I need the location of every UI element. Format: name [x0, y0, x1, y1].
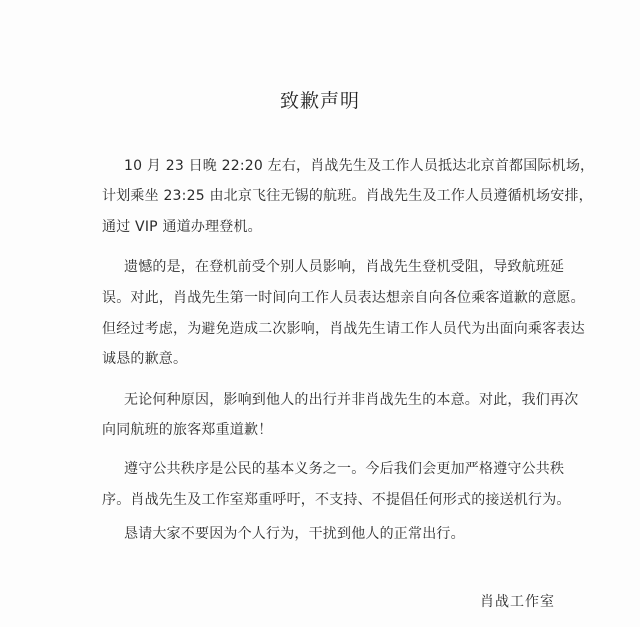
- document-title: 致歉声明: [279, 90, 360, 112]
- paragraph-line: 通过 VIP 通道办理登机。: [102, 219, 262, 235]
- paragraph-line: 误。对此，肖战先生第一时间向工作人员表达想亲自向各位乘客道歉的意愿。: [102, 290, 585, 306]
- paragraph-line: 无论何种原因，影响到他人的出行并非肖战先生的本意。对此，我们再次: [124, 392, 579, 408]
- paragraph-line: 序。肖战先生及工作室郑重呼吁，不支持、不提倡任何形式的接送机行为。: [102, 492, 571, 508]
- paragraph-line: 诚恳的歉意。: [102, 351, 188, 367]
- paragraph-line: 10 月 23 日晚 22:20 左右，肖战先生及工作人员抵达北京首都国际机场，: [124, 158, 595, 174]
- signature: 肖战工作室: [480, 594, 555, 610]
- paragraph-line: 遗憾的是，在登机前受个别人员影响，肖战先生登机受阻，导致航班延: [124, 259, 565, 275]
- paragraph-line: 恳请大家不要因为个人行为，干扰到他人的正常出行。: [124, 526, 465, 542]
- paragraph-line: 遵守公共秩序是公民的基本义务之一。今后我们会更加严格遵守公共秩: [124, 461, 565, 477]
- paragraph-line: 计划乘坐 23:25 由北京飞往无锡的航班。肖战先生及工作人员遵循机场安排，: [102, 188, 593, 204]
- paragraph-line: 向同航班的旅客郑重道歉！: [102, 422, 273, 438]
- paragraph-line: 但经过考虑，为避免造成二次影响，肖战先生请工作人员代为出面向乘客表达: [102, 321, 585, 337]
